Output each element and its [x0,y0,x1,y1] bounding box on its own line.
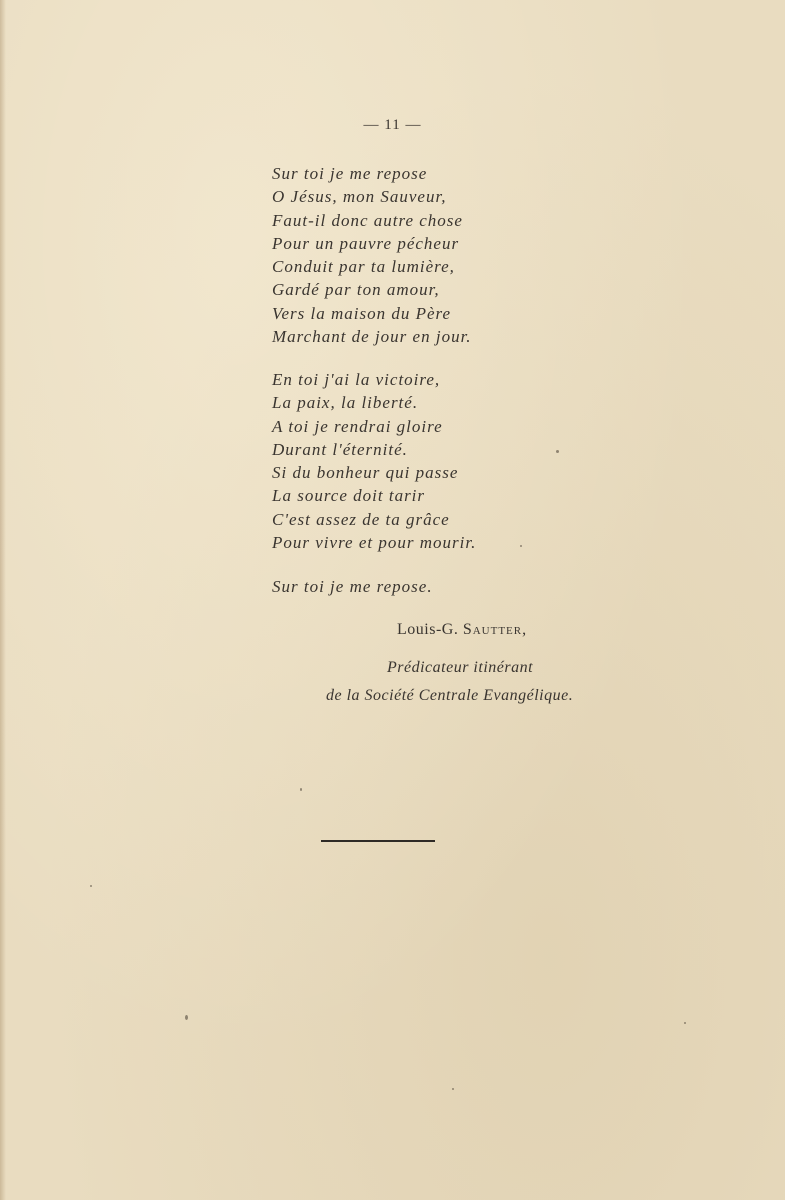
poem-line: Gardé par ton amour, [272,280,440,300]
paper-speck [684,1022,686,1024]
poem-stanza-2 [272,368,476,554]
poem-line: Sur toi je me repose. [272,577,433,596]
poem-line: O Jésus, mon Sauveur, [272,187,447,207]
poem-line: La source doit tarir [272,486,426,506]
author-name [397,621,527,639]
paper-speck [452,1088,454,1090]
paper-speck [300,788,302,791]
poem-stanza-1 [272,162,472,348]
author-first-name: Louis-G. [397,621,459,638]
poem-line: C'est assez de ta grâce [272,509,450,529]
section-divider [321,840,435,842]
author-society: de la Société Centrale Evangélique. [326,687,574,704]
poem-line: Marchant de jour en jour. [272,327,472,347]
paper-speck [520,545,522,547]
poem-line: Vers la maison du Père [272,303,452,323]
poem-line: Conduit par ta lumière, [272,257,455,277]
author-last-name: Sautter, [462,621,528,638]
poem-line: Pour vivre et pour mourir. [272,533,477,553]
poem-closing-line [272,575,433,598]
poem-line: Sur toi je me repose [272,164,428,183]
poem-line: Faut-il donc autre chose [272,210,463,230]
author-role: Prédicateur itinérant [387,659,534,676]
page-number: — 11 — [363,117,422,133]
poem-line: La paix, la liberté. [272,393,419,413]
paper-speck [556,450,559,453]
poem-line: Pour un pauvre pécheur [272,233,460,253]
paper-speck [185,1015,188,1020]
page-edge-shadow [0,0,6,1200]
poem-line: En toi j'ai la victoire, [272,370,441,389]
poem-line: Durant l'éternité. [272,439,408,459]
poem-line: A toi je rendrai gloire [272,416,443,436]
paper-speck [90,885,92,887]
poem-line: Si du bonheur qui passe [272,463,459,483]
